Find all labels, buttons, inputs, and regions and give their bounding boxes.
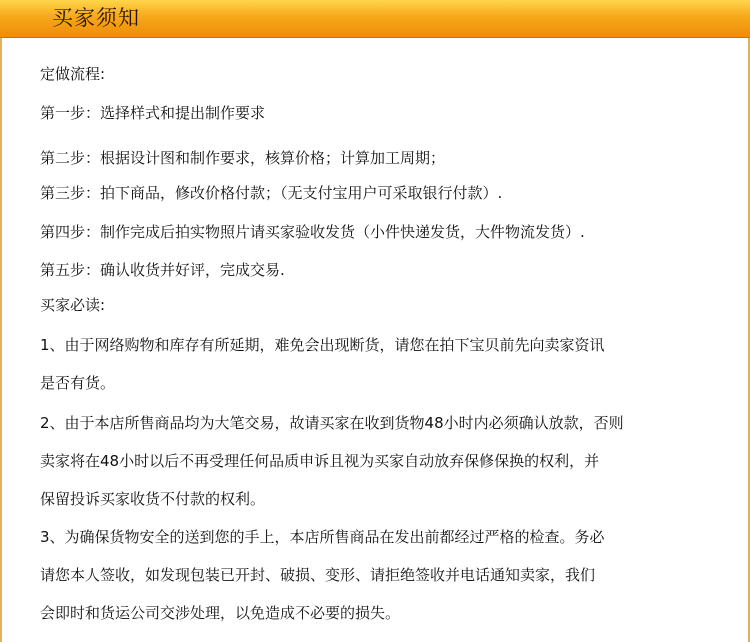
notice-item-1-line-2: 是否有货。 — [40, 374, 116, 392]
notice-item-3-line-3: 会即时和货运公司交涉处理，以免造成不必要的损失。 — [40, 604, 401, 622]
notice-item-2-line-2: 卖家将在48小时以后不再受理任何品质申诉且视为买家自动放弃保修保换的权利，并 — [40, 452, 600, 470]
process-step-3: 第三步：拍下商品，修改价格付款；（无支付宝用户可采取银行付款）. — [40, 184, 503, 202]
notice-item-3-line-2: 请您本人签收，如发现包装已开封、破损、变形、请拒绝签收并电话通知卖家，我们 — [40, 566, 596, 584]
process-step-2: 第二步：根据设计图和制作要求，核算价格；计算加工周期； — [40, 149, 446, 167]
process-step-4: 第四步：制作完成后拍实物照片请买家验收发货（小件快递发货，大件物流发货）. — [40, 223, 585, 241]
notice-item-3-line-1: 3、为确保货物安全的送到您的手上，本店所售商品在发出前都经过严格的检查。务必 — [40, 528, 605, 546]
notice-item-2-line-3: 保留投诉买家收货不付款的权利。 — [40, 490, 266, 508]
process-step-1: 第一步：选择样式和提出制作要求 — [40, 104, 266, 122]
header-bar — [0, 0, 750, 38]
page-title: 买家须知 — [52, 6, 140, 30]
process-step-5: 第五步：确认收货并好评，完成交易. — [40, 261, 285, 279]
notice-heading: 买家必读: — [40, 296, 106, 314]
process-heading: 定做流程: — [40, 65, 106, 83]
notice-item-2-line-1: 2、由于本店所售商品均为大笔交易，故请买家在收到货物48小时内必须确认放款，否则 — [40, 414, 624, 432]
notice-item-1-line-1: 1、由于网络购物和库存有所延期，难免会出现断货，请您在拍下宝贝前先向卖家资讯 — [40, 336, 605, 354]
